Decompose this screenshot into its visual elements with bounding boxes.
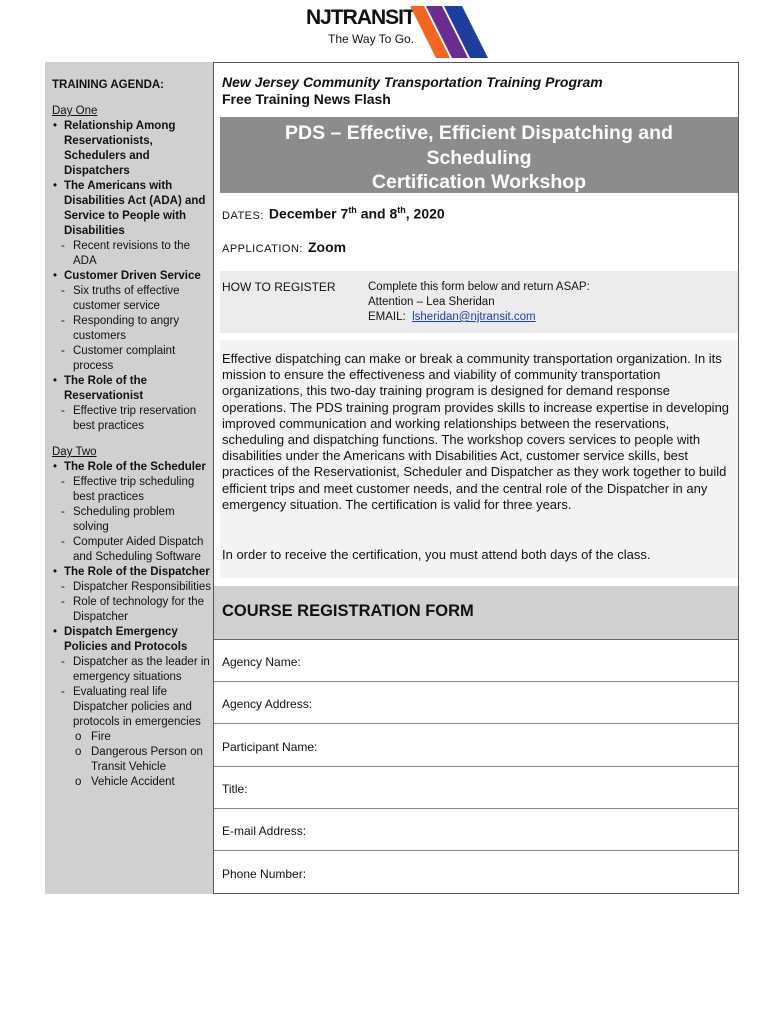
agenda-subsubitem: o Fire	[52, 730, 212, 745]
agenda-subitem: - Effective trip reservation best practices	[52, 404, 212, 434]
dates-row	[222, 205, 445, 222]
how-to-register-box	[220, 271, 738, 333]
agenda-subitem: - Recent revisions to the ADA	[52, 239, 212, 269]
agenda-item: • The Americans with Disabilities Act (ADA) and Service to People with Disabilities	[52, 179, 212, 239]
agenda-item: • The Role of the Dispatcher	[52, 565, 212, 580]
agenda-item: • Relationship Among Reservationists, Schedulers and Dispatchers	[52, 119, 212, 179]
training-agenda	[52, 78, 212, 790]
agenda-item: • The Role of the Scheduler	[52, 460, 212, 475]
participant-name-field[interactable]: Participant Name:	[222, 740, 318, 754]
register-label: HOW TO REGISTER	[222, 280, 336, 294]
agenda-subsubitem: o Dangerous Person on Transit Vehicle	[52, 745, 212, 775]
nj-transit-logo	[306, 6, 492, 60]
phone-number-field[interactable]: Phone Number:	[222, 867, 307, 881]
program-title: New Jersey Community Transportation Training Program	[222, 74, 603, 90]
email-address-field[interactable]: E-mail Address:	[222, 824, 307, 838]
agency-address-field[interactable]: Agency Address:	[222, 697, 313, 711]
register-email-row	[368, 310, 590, 325]
register-instruction: Complete this form below and return ASAP:	[368, 281, 590, 293]
form-divider	[214, 808, 738, 809]
agenda-item: • The Role of the Reservationist	[52, 374, 212, 404]
title-field[interactable]: Title:	[222, 782, 248, 796]
agenda-subitem: - Dispatcher as the leader in emergency situations	[52, 655, 212, 685]
form-divider	[214, 681, 738, 682]
agenda-subsubitem: o Vehicle Accident	[52, 775, 212, 790]
banner-line: PDS – Effective, Efficient Dispatching and	[285, 122, 673, 144]
day-two-list	[52, 460, 212, 790]
banner-line: Scheduling	[426, 146, 532, 169]
agenda-subitem: - Role of technology for the Dispatcher	[52, 595, 212, 625]
email-link[interactable]: lsheridan@njtransit.com	[412, 311, 536, 323]
agenda-item: • Dispatch Emergency Policies and Protocols	[52, 625, 212, 655]
agenda-heading: TRAINING AGENDA:	[52, 79, 165, 91]
dates-value: , 2020	[405, 205, 445, 222]
agenda-item: • Customer Driven Service	[52, 269, 212, 284]
workshop-banner	[220, 117, 738, 193]
dates-label: DATES:	[222, 209, 264, 222]
day-one-heading: Day One	[52, 105, 98, 117]
registration-form-title: COURSE REGISTRATION FORM	[222, 602, 474, 620]
registration-form-header	[214, 586, 738, 640]
form-divider	[214, 766, 738, 767]
agency-name-field[interactable]: Agency Name:	[222, 655, 301, 669]
logo-tagline: The Way To Go.	[328, 32, 415, 46]
news-flash-label: Free Training News Flash	[222, 91, 391, 107]
agenda-subitem: - Responding to angry customers	[52, 314, 212, 344]
program-intro	[222, 74, 603, 108]
agenda-subitem: - Dispatcher Responsibilities	[52, 580, 212, 595]
form-divider	[214, 850, 738, 851]
form-divider	[214, 723, 738, 724]
description-box	[220, 340, 738, 578]
agenda-subitem: - Scheduling problem solving	[52, 505, 212, 535]
agenda-subitem: - Effective trip scheduling best practices	[52, 475, 212, 505]
agenda-subitem: - Customer complaint process	[52, 344, 212, 374]
register-info	[368, 280, 590, 325]
logo-brand-text: NJTRANSIT	[306, 6, 415, 29]
agenda-subitem: - Evaluating real life Dispatcher policies and protocols in emergencies	[52, 685, 212, 730]
day-two-heading: Day Two	[52, 446, 97, 458]
date-superscript: th	[397, 205, 406, 215]
dates-value: and 8	[356, 205, 398, 222]
banner-line: Certification Workshop	[371, 171, 587, 193]
application-label: APPLICATION:	[222, 243, 303, 255]
date-superscript: th	[348, 205, 357, 215]
dates-value: December 7	[268, 205, 349, 222]
email-label: EMAIL:	[368, 311, 406, 323]
application-value: Zoom	[307, 239, 347, 255]
description-paragraph: Effective dispatching can make or break a community transportation organization. In its mission to ensure the effectiveness and viability of community transportation organizations, this two-day training program is designed for demand response operations. The PDS training program provides skills to increase expertise in developing improved communication and working relationships between the reservations, scheduling and dispatching functions. The workshop covers services to people with disabilities under the Americans with Disabilities Act, customer service skills, best practices of the Reservationist, Scheduler and Dispatcher as they work together to build efficient trips and meet customer needs, and the central role of the Dispatcher in any emergency situation. The certification is valid for three years.	[222, 351, 730, 512]
agenda-subitem: - Computer Aided Dispatch and Scheduling Software	[52, 535, 212, 565]
day-one-list	[52, 119, 212, 434]
agenda-subitem: - Six truths of effective customer service	[52, 284, 212, 314]
application-row	[222, 239, 346, 255]
register-attention: Attention – Lea Sheridan	[368, 296, 495, 308]
certification-note: In order to receive the certification, you must attend both days of the class.	[222, 547, 651, 562]
logo-stripes-icon	[410, 6, 492, 58]
